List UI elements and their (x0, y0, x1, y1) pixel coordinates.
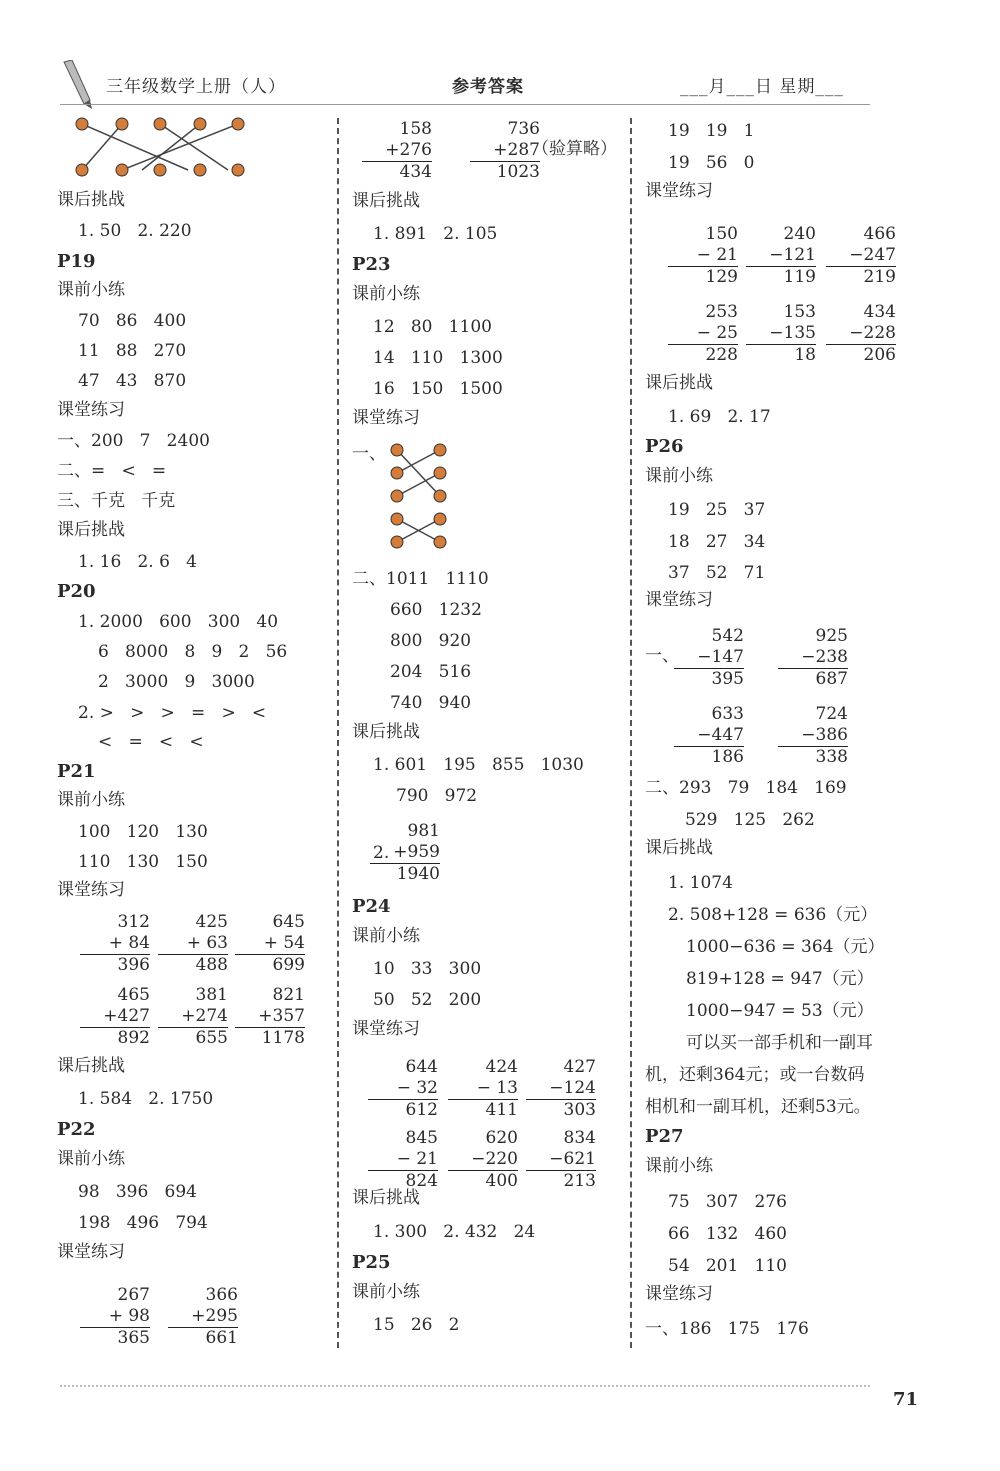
answer-row: 14 110 1300 (373, 348, 503, 368)
page-label: P23 (352, 254, 391, 275)
section-label: 课堂练习 (352, 408, 420, 428)
answer-row: 12 80 1100 (373, 317, 492, 337)
calc-operator-operand: −121 (769, 245, 816, 265)
calc-operator-operand: − 21 (696, 245, 738, 265)
answer-row: 529 125 262 (685, 810, 815, 830)
pencil-icon (60, 60, 96, 110)
answer-row: 10 33 300 (373, 959, 482, 979)
calc-operator-operand: − 13 (476, 1078, 518, 1098)
answer-row: 1. 69 2. 17 (668, 407, 771, 427)
calc-operator-operand: +427 (103, 1006, 150, 1026)
calc-operator-operand: −238 (801, 647, 848, 667)
calc-operator-operand: +287 (493, 140, 540, 160)
calc-result: 1940 (396, 864, 440, 884)
page-label: P22 (57, 1119, 96, 1140)
answer-row: 2. (373, 843, 390, 863)
calc-result: 655 (195, 1028, 228, 1048)
calc-operator-operand: −386 (801, 725, 848, 745)
answer-row: 11 88 270 (78, 341, 187, 361)
page-label: P26 (645, 436, 684, 457)
answer-row: 1. 584 2. 1750 (78, 1089, 214, 1109)
answer-row: 54 201 110 (668, 1256, 787, 1276)
calc-operator-operand: − 25 (696, 323, 738, 343)
page-label: P19 (57, 251, 96, 272)
calc-operand: 633 (711, 704, 744, 724)
calc-operator-operand: −228 (849, 323, 896, 343)
calc-result: 396 (117, 955, 150, 975)
answer-row: 110 130 150 (78, 852, 208, 872)
section-label: 课前小练 (57, 790, 125, 810)
answer-row: 70 86 400 (78, 311, 187, 331)
vertical-calculation (235, 985, 305, 1049)
vertical-calculation (362, 119, 432, 183)
calc-result: 1023 (496, 162, 540, 182)
answer-row: 800 920 (390, 631, 472, 651)
vertical-calculation (168, 1285, 238, 1349)
answer-row: 一、186 175 176 (645, 1319, 809, 1339)
calc-operand: 845 (405, 1128, 438, 1148)
vertical-calculation (158, 912, 228, 976)
calc-operand: 465 (117, 985, 150, 1005)
calc-operand: 466 (863, 224, 896, 244)
calc-operator-operand: +357 (258, 1006, 305, 1026)
calc-result: 400 (485, 1171, 518, 1191)
calc-result: 338 (815, 747, 848, 767)
calc-operand: 267 (117, 1285, 150, 1305)
answer-row: 6 8000 8 9 2 56 (98, 642, 288, 662)
vertical-calculation (826, 302, 896, 366)
vertical-calculation (826, 224, 896, 288)
section-label: 课前小练 (352, 1282, 420, 1302)
calc-result: 186 (711, 747, 744, 767)
page-label: P21 (57, 761, 96, 782)
answer-row: 二、293 79 184 169 (645, 778, 847, 798)
calc-result: 206 (863, 345, 896, 365)
calc-operator-operand: +276 (385, 140, 432, 160)
calc-result: 213 (563, 1171, 596, 1191)
calc-result: 892 (117, 1028, 150, 1048)
vertical-calculation (80, 985, 150, 1049)
calc-operator-operand: −247 (849, 245, 896, 265)
calc-operand: 542 (711, 626, 744, 646)
vertical-calculation (674, 626, 744, 690)
answer-row: 198 496 794 (78, 1213, 208, 1233)
calc-operator-operand: +295 (191, 1306, 238, 1326)
vertical-calculation (778, 626, 848, 690)
answer-row: 二、1011 1110 (352, 569, 489, 589)
vertical-calculation (746, 224, 816, 288)
calc-operand: 427 (563, 1057, 596, 1077)
answer-row: 19 56 0 (668, 153, 755, 173)
answer-row: 19 25 37 (668, 500, 766, 520)
calc-operator-operand: +959 (393, 842, 440, 862)
matching-diagram (70, 114, 250, 180)
answer-row: 1. 601 195 855 1030 (373, 755, 584, 775)
calc-operator-operand: + 54 (263, 933, 305, 953)
answer-row: 1. 1074 (668, 873, 733, 893)
calc-result: 1178 (261, 1028, 305, 1048)
section-label: 课堂练习 (57, 880, 125, 900)
calc-operator-operand: −147 (697, 647, 744, 667)
answer-row: 75 307 276 (668, 1192, 787, 1212)
page-label: P25 (352, 1252, 391, 1273)
answer-row: 98 396 694 (78, 1182, 197, 1202)
section-label: 课后挑战 (352, 191, 420, 211)
calc-result: 129 (705, 267, 738, 287)
calc-operand: 366 (205, 1285, 238, 1305)
calc-operand: 620 (485, 1128, 518, 1148)
calc-result: 699 (272, 955, 305, 975)
calc-operand: 644 (405, 1057, 438, 1077)
section-label: 课堂练习 (57, 400, 125, 420)
vertical-calculation (746, 302, 816, 366)
calc-result: 824 (405, 1171, 438, 1191)
answer-row: 机，还剩364元；或一台数码 (645, 1065, 865, 1085)
calc-operator-operand: + 63 (186, 933, 228, 953)
calc-operand: 645 (272, 912, 305, 932)
section-label: 课前小练 (57, 280, 125, 300)
answer-row: 可以买一部手机和一副耳 (686, 1033, 873, 1053)
answer-row: 790 972 (396, 786, 478, 806)
calc-operand: 158 (399, 119, 432, 139)
answer-row: 1. 50 2. 220 (78, 221, 192, 241)
answer-row: 660 1232 (390, 600, 482, 620)
section-label: 课前小练 (57, 1149, 125, 1169)
section-label: 课后挑战 (57, 520, 125, 540)
calc-operand: 153 (783, 302, 816, 322)
section-label: 课后挑战 (57, 1056, 125, 1076)
calc-operator-operand: −447 (697, 725, 744, 745)
section-label: 课后挑战 (352, 1188, 420, 1208)
vertical-calculation (368, 1057, 438, 1121)
section-label: 课前小练 (352, 284, 420, 304)
vertical-calculation (668, 302, 738, 366)
vertical-calculation (80, 1285, 150, 1349)
header-rule (60, 104, 870, 105)
vertical-calculation (526, 1128, 596, 1192)
calc-operator-operand: −135 (769, 323, 816, 343)
calc-result: 303 (563, 1100, 596, 1120)
calc-result: 488 (195, 955, 228, 975)
calc-operand: 834 (563, 1128, 596, 1148)
calc-result: 219 (863, 267, 896, 287)
answer-row: 2 3000 9 3000 (98, 672, 255, 692)
footer-rule (60, 1385, 870, 1387)
calc-result: 661 (205, 1328, 238, 1348)
answer-row: 50 52 200 (373, 990, 482, 1010)
answer-row: 19 19 1 (668, 121, 755, 141)
calc-result: 687 (815, 669, 848, 689)
date-line: ___月___日 星期___ (680, 77, 844, 97)
section-label: 课后挑战 (645, 838, 713, 858)
calc-operand: 240 (783, 224, 816, 244)
calc-operator-operand: + 98 (108, 1306, 150, 1326)
calc-operand: 150 (705, 224, 738, 244)
calc-operator-operand: + 84 (108, 933, 150, 953)
answer-row: 204 516 (390, 662, 472, 682)
page-label: P27 (645, 1126, 684, 1147)
section-label: 课堂练习 (645, 1284, 713, 1304)
calc-operand: 434 (863, 302, 896, 322)
answer-row: 100 120 130 (78, 822, 208, 842)
page-number: 71 (893, 1389, 919, 1410)
page-label: P24 (352, 896, 391, 917)
answer-row: 1. 16 2. 6 4 (78, 552, 197, 572)
answer-row: 二、= < = (57, 461, 167, 481)
section-label: 课前小练 (645, 1156, 713, 1176)
vertical-calculation (470, 119, 540, 183)
column-divider (630, 118, 632, 1348)
section-label: 课堂练习 (57, 1242, 125, 1262)
calc-operand: 821 (272, 985, 305, 1005)
calc-result: 365 (117, 1328, 150, 1348)
answer-row: 16 150 1500 (373, 379, 503, 399)
answer-row: 37 52 71 (668, 563, 766, 583)
calc-result: 395 (711, 669, 744, 689)
answer-row: 1000−947 = 53（元） (686, 1001, 874, 1021)
answer-row: 一、200 7 2400 (57, 431, 210, 451)
vertical-calculation (778, 704, 848, 768)
answer-row: < = < < (98, 732, 204, 752)
calc-result: 228 (705, 345, 738, 365)
answer-row: 1. 300 2. 432 24 (373, 1222, 536, 1242)
section-label: 课后挑战 (645, 373, 713, 393)
answer-row: 1000−636 = 364（元） (686, 937, 885, 957)
calc-result: 434 (399, 162, 432, 182)
calc-operand: 424 (485, 1057, 518, 1077)
answer-row: 一、 (352, 444, 386, 464)
calc-operand: 253 (705, 302, 738, 322)
vertical-calculation (80, 912, 150, 976)
calc-result: 411 (485, 1100, 518, 1120)
calc-result: 612 (405, 1100, 438, 1120)
answer-row: 相机和一副耳机，还剩53元。 (645, 1097, 871, 1117)
calc-operand: 425 (195, 912, 228, 932)
calc-operator-operand: −220 (471, 1149, 518, 1169)
answer-row: 18 27 34 (668, 532, 766, 552)
answer-row: 2. 508+128 = 636（元） (668, 905, 878, 925)
section-label: 课堂练习 (352, 1019, 420, 1039)
answer-row: 47 43 870 (78, 371, 187, 391)
answer-row: 三、千克 千克 (57, 491, 176, 511)
answer-row: 15 26 2 (373, 1315, 460, 1335)
answer-row: 1. 2000 600 300 40 (78, 612, 279, 632)
section-label: 课堂练习 (645, 590, 713, 610)
vertical-calculation (668, 224, 738, 288)
answer-row: 819+128 = 947（元） (686, 969, 874, 989)
vertical-calculation (368, 1128, 438, 1192)
section-label: 课后挑战 (352, 722, 420, 742)
calc-operator-operand: − 21 (396, 1149, 438, 1169)
column-divider (337, 118, 339, 1348)
calc-operator-operand: −124 (549, 1078, 596, 1098)
vertical-calculation (158, 985, 228, 1049)
page-heading: 参考答案 (452, 77, 524, 97)
vertical-calculation (370, 821, 440, 885)
answer-row: 1. 891 2. 105 (373, 224, 498, 244)
calc-operand: 381 (195, 985, 228, 1005)
calc-operand: 312 (117, 912, 150, 932)
section-label: 课前小练 (645, 466, 713, 486)
section-label: 课后挑战 (57, 190, 125, 210)
calc-operand: 981 (407, 821, 440, 841)
calc-result: 18 (794, 345, 816, 365)
calc-operator-operand: −621 (549, 1149, 596, 1169)
calc-operand: 724 (815, 704, 848, 724)
vertical-calculation (448, 1057, 518, 1121)
calc-operand: 925 (815, 626, 848, 646)
note-text: （验算略） (532, 139, 617, 159)
matching-diagram (385, 440, 455, 555)
vertical-calculation (448, 1128, 518, 1192)
answer-row: 740 940 (390, 693, 472, 713)
answer-row: 2. > > > = > < (78, 703, 267, 723)
calc-operator-operand: +274 (181, 1006, 228, 1026)
answer-row: 66 132 460 (668, 1224, 787, 1244)
calc-result: 119 (783, 267, 816, 287)
vertical-calculation (526, 1057, 596, 1121)
vertical-calculation (235, 912, 305, 976)
section-label: 课前小练 (352, 926, 420, 946)
calc-operand: 736 (507, 119, 540, 139)
section-label: 课堂练习 (645, 181, 713, 201)
book-title: 三年级数学上册（人） (106, 77, 286, 97)
answer-row: 一、 (645, 646, 679, 666)
page-label: P20 (57, 581, 96, 602)
vertical-calculation (674, 704, 744, 768)
calc-operator-operand: − 32 (396, 1078, 438, 1098)
